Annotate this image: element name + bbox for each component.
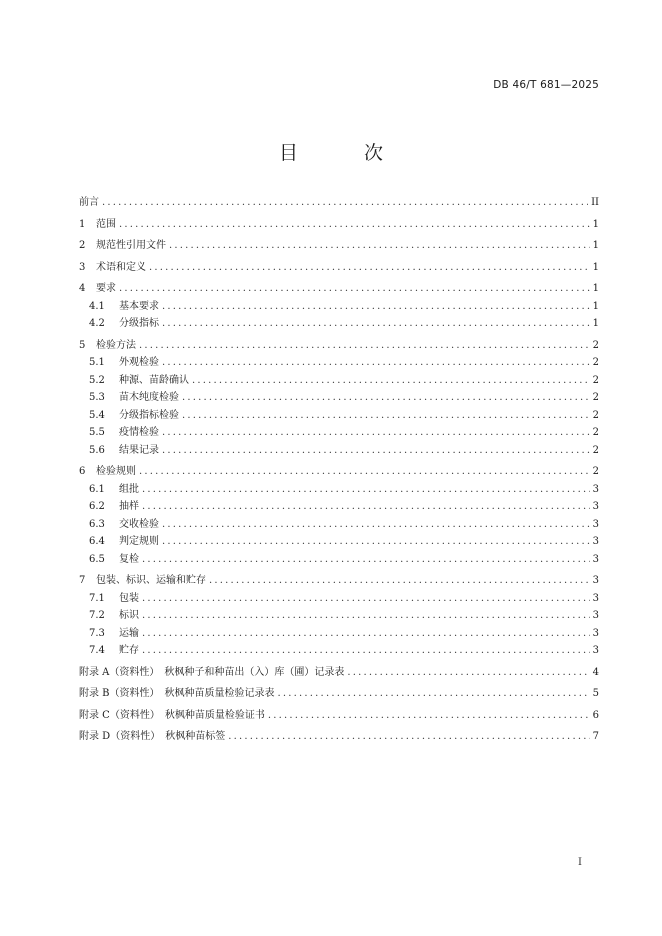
toc-entry-number: 5.6 (89, 444, 105, 456)
toc-entry[interactable] (79, 664, 599, 682)
toc-entry-label: 苗木纯度检验 (119, 392, 179, 403)
toc-entry-page: 1 (592, 218, 599, 230)
toc-entry-page: 3 (592, 518, 599, 530)
toc-entry-label: 术语和定义 (96, 261, 146, 273)
toc-entry[interactable] (79, 481, 599, 499)
toc-dot-leader (142, 590, 590, 608)
toc-entry-number: 6.1 (89, 483, 105, 495)
toc-entry[interactable] (79, 572, 599, 590)
toc-entry-page: 4 (592, 666, 599, 678)
toc-entry-page: 6 (592, 709, 599, 721)
toc-dot-leader (119, 280, 590, 298)
toc-dot-leader (162, 516, 590, 534)
toc-entry[interactable] (79, 685, 599, 703)
toc-dot-leader (278, 685, 590, 703)
toc-entry[interactable] (79, 354, 599, 372)
toc-entry-label: 分级指标检验 (119, 409, 179, 421)
toc-entry-number: 7 (79, 575, 86, 586)
toc-entry-label: 贮存 (119, 645, 139, 656)
toc-entry-label: 附录 D（资料性） 秋枫种苗标签 (79, 731, 226, 742)
toc-entry[interactable] (79, 707, 599, 725)
toc-dot-leader (139, 337, 590, 355)
toc-entry-page: 2 (592, 357, 599, 368)
toc-entry-page: 3 (592, 501, 599, 512)
toc-entry-page: 3 (592, 575, 599, 586)
toc-entry[interactable] (79, 642, 599, 660)
toc-entry-number: 6.2 (89, 501, 105, 512)
toc-entry-page: 3 (592, 645, 599, 656)
toc-entry[interactable] (79, 337, 599, 355)
toc-entry-label: 交收检验 (119, 518, 159, 530)
toc-entry-number: 4 (79, 283, 86, 294)
toc-entry[interactable] (79, 216, 599, 234)
toc-entry-page: 2 (592, 444, 599, 456)
document-code: DB 46/T 681—2025 (493, 79, 599, 91)
toc-entry[interactable] (79, 280, 599, 298)
toc-entry-page: 1 (592, 240, 599, 251)
toc-entry[interactable] (79, 372, 599, 390)
toc-entry-label: 外观检验 (119, 357, 159, 368)
toc-entry[interactable] (79, 298, 599, 316)
toc-entry-label: 包装 (119, 592, 139, 604)
toc-dot-leader (268, 707, 590, 725)
toc-dot-leader (142, 625, 590, 643)
toc-entry[interactable] (79, 259, 599, 277)
toc-entry-page: 1 (592, 283, 599, 294)
toc-entry-number: 2 (79, 240, 86, 251)
toc-entry-number: 7.4 (89, 645, 105, 656)
toc-entry-page: 5 (592, 688, 599, 699)
toc-entry-label: 分级指标 (119, 318, 159, 329)
toc-entry-number: 5.3 (89, 392, 105, 403)
toc-entry-label: 抽样 (119, 501, 139, 512)
toc-dot-leader (209, 572, 590, 590)
toc-entry-label: 种源、苗龄确认 (119, 374, 189, 386)
toc-entry-number: 7.1 (89, 592, 105, 604)
toc-entry-page: 1 (592, 300, 599, 312)
toc-dot-leader (119, 216, 590, 234)
toc-entry-page: 2 (592, 466, 599, 477)
toc-entry-page: 3 (592, 592, 599, 604)
toc-entry-page: 2 (592, 409, 599, 421)
toc-entry-number: 5.5 (89, 427, 105, 438)
toc-entry-label: 附录 C（资料性） 秋枫种苗质量检验证书 (79, 709, 265, 721)
toc-entry-number: 6.3 (89, 518, 105, 530)
toc-entry[interactable] (79, 625, 599, 643)
toc-entry[interactable] (79, 442, 599, 460)
toc-entry[interactable] (79, 424, 599, 442)
toc-dot-leader (228, 728, 589, 746)
toc-entry-label: 运输 (119, 627, 139, 639)
toc-entry-label: 结果记录 (119, 444, 159, 456)
footer-page-number: I (578, 857, 582, 868)
toc-entry-page: 3 (592, 553, 599, 565)
toc-entry-page: II (591, 197, 599, 208)
toc-entry-label: 规范性引用文件 (96, 240, 166, 251)
toc-entry-page: 1 (592, 318, 599, 329)
toc-entry-number: 5 (79, 339, 86, 351)
toc-dot-leader (162, 298, 590, 316)
toc-entry-label: 检验方法 (96, 339, 136, 351)
toc-entry-label: 标识 (119, 610, 139, 621)
toc-dot-leader (142, 551, 590, 569)
toc-entry-label: 范围 (96, 218, 116, 230)
toc-entry[interactable] (79, 607, 599, 625)
toc-dot-leader (149, 259, 590, 277)
toc-entry-page: 2 (592, 392, 599, 403)
toc-dot-leader (142, 642, 590, 660)
toc-entry-page: 7 (592, 731, 599, 742)
toc-entry-page: 1 (592, 261, 599, 273)
toc-dot-leader (139, 463, 590, 481)
toc-entry-number: 7.2 (89, 610, 105, 621)
toc-dot-leader (182, 389, 590, 407)
toc-entry-label: 附录 B（资料性） 秋枫种苗质量检验记录表 (79, 688, 275, 699)
toc-entry-page: 2 (592, 427, 599, 438)
toc-entry[interactable] (79, 590, 599, 608)
toc-dot-leader (142, 498, 590, 516)
toc-entry[interactable] (79, 407, 599, 425)
toc-entry-page: 3 (592, 627, 599, 639)
toc-entry-number: 6.5 (89, 553, 105, 565)
toc-dot-leader (347, 664, 589, 682)
toc-entry-label: 要求 (96, 283, 116, 294)
toc-entry-page: 2 (592, 339, 599, 351)
toc-dot-leader (182, 407, 590, 425)
page-title: 目 次 (278, 142, 414, 164)
toc-entry-number: 6 (79, 466, 86, 477)
toc-entry-label: 复检 (119, 553, 139, 565)
toc-entry[interactable] (79, 498, 599, 516)
table-of-contents (79, 194, 599, 746)
toc-dot-leader (192, 372, 590, 390)
toc-entry-number: 4.1 (89, 300, 105, 312)
toc-entry-page: 3 (592, 610, 599, 621)
toc-entry-number: 6.4 (89, 536, 105, 547)
toc-dot-leader (169, 237, 590, 255)
toc-entry-number: 7.3 (89, 627, 105, 639)
toc-entry[interactable] (79, 551, 599, 569)
toc-entry-number: 3 (79, 261, 86, 273)
toc-entry-label: 附录 A（资料性） 秋枫种子和种苗出（入）库（圃）记录表 (79, 666, 345, 678)
toc-dot-leader (162, 424, 590, 442)
toc-dot-leader (162, 442, 590, 460)
toc-entry[interactable] (79, 237, 599, 255)
toc-entry-number: 4.2 (89, 318, 105, 329)
toc-dot-leader (162, 315, 590, 333)
toc-dot-leader (162, 354, 590, 372)
toc-entry-page: 3 (592, 536, 599, 547)
toc-entry[interactable] (79, 194, 599, 212)
toc-entry-label: 判定规则 (119, 536, 159, 547)
toc-dot-leader (102, 194, 588, 212)
toc-entry[interactable] (79, 533, 599, 551)
toc-entry-number: 5.4 (89, 409, 105, 421)
toc-entry[interactable] (79, 315, 599, 333)
toc-dot-leader (162, 533, 590, 551)
toc-dot-leader (142, 607, 590, 625)
toc-entry-label: 检验规则 (96, 466, 136, 477)
toc-entry-label: 前言 (79, 197, 99, 208)
toc-entry-label: 疫情检验 (119, 427, 159, 438)
toc-entry-page: 2 (592, 374, 599, 386)
toc-entry[interactable] (79, 463, 599, 481)
toc-entry[interactable] (79, 516, 599, 534)
toc-entry-label: 基本要求 (119, 300, 159, 312)
toc-entry-label: 包装、标识、运输和贮存 (96, 575, 206, 586)
toc-entry-number: 5.2 (89, 374, 105, 386)
toc-entry[interactable] (79, 389, 599, 407)
toc-entry-page: 3 (592, 483, 599, 495)
toc-entry-number: 1 (79, 218, 86, 230)
toc-entry[interactable] (79, 728, 599, 746)
toc-dot-leader (142, 481, 590, 499)
toc-entry-label: 组批 (119, 483, 139, 495)
toc-entry-number: 5.1 (89, 357, 105, 368)
